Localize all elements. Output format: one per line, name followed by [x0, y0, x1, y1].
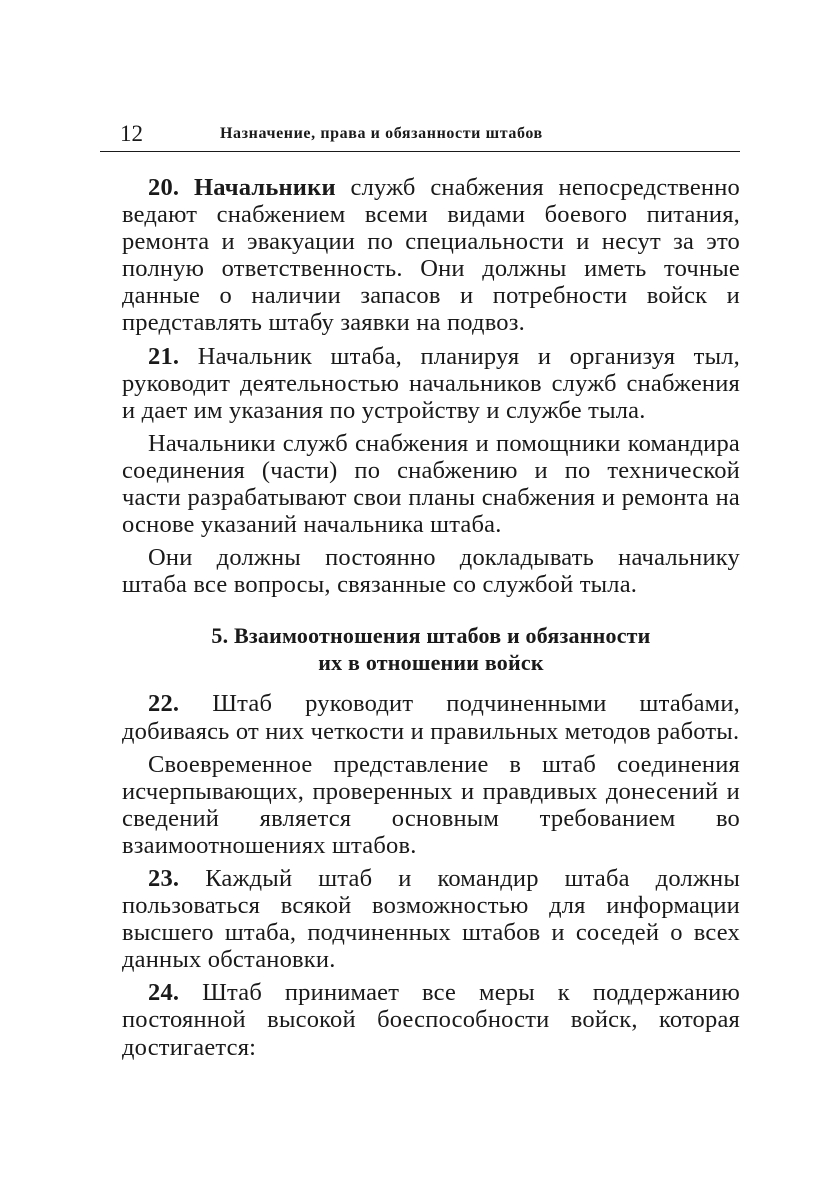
paragraph-number: 23.: [148, 864, 180, 892]
header-rule: [100, 151, 740, 152]
section-heading: [122, 622, 740, 676]
page-number: 12: [120, 121, 143, 146]
paragraph-20: [122, 174, 740, 337]
paragraph-text: Штаб руководит подчиненными штабами, добиваясь от них четкости и правильных методов работы.: [122, 690, 740, 745]
section-heading-line-1: 5. Взаимоотношения штабов и обязанности: [211, 623, 651, 649]
paragraph-number: 21.: [148, 342, 180, 370]
paragraph-text: Каждый штаб и командир штаба должны пользоваться всякой возможностью для информации высшего штаба, подчиненных штабов и соседей о всех данных обстановки.: [122, 864, 740, 974]
page-body: [122, 174, 740, 1067]
paragraph-text: Штаб принимает все меры к поддержанию постоянной высокой боеспособности войск, которая достигается:: [122, 979, 740, 1061]
paragraph-lead: Начальники: [193, 174, 336, 201]
paragraph-text: Начальник штаба, планируя и организуя тыл, руководит деятельностью начальников служб снабжения и дает им указания по устройству и службе тыла.: [122, 342, 740, 424]
paragraph-21-continued: Начальники служб снабжения и помощники командира соединения (части) по снабжению и по технической части разрабатывают свои планы снабжения и ремонта на основе указаний начальника штаба.: [122, 429, 740, 539]
paragraph-number: 20.: [148, 174, 180, 201]
paragraph-22: [122, 690, 740, 744]
paragraph-23: [122, 865, 740, 973]
page-header: [118, 120, 738, 152]
paragraph-text: служб снабжения непосредственно ведают снабжением всеми видами боевого питания, ремонта и эвакуации по специальности и несут за это полную ответственность. Они должны иметь точные данные о наличии запасов и потребности войск и представлять штабу заявки на подвоз.: [122, 174, 741, 337]
paragraph-number: 24.: [148, 979, 180, 1007]
running-title: Назначение, права и обязанности штабов: [220, 125, 543, 142]
paragraph-22-continued: Своевременное представление в штаб соединения исчерпывающих, проверенных и правдивых донесений и сведений является основным требованием во взаимоотношениях штабов.: [122, 750, 740, 859]
paragraph-number: 22.: [148, 690, 180, 718]
paragraph-24: [122, 979, 740, 1060]
paragraph-21: [122, 343, 740, 424]
section-heading-line-2: их в отношении войск: [318, 650, 544, 676]
paragraph-21-final: Они должны постоянно докладывать начальнику штаба все вопросы, связанные со службой тыла.: [122, 544, 740, 599]
